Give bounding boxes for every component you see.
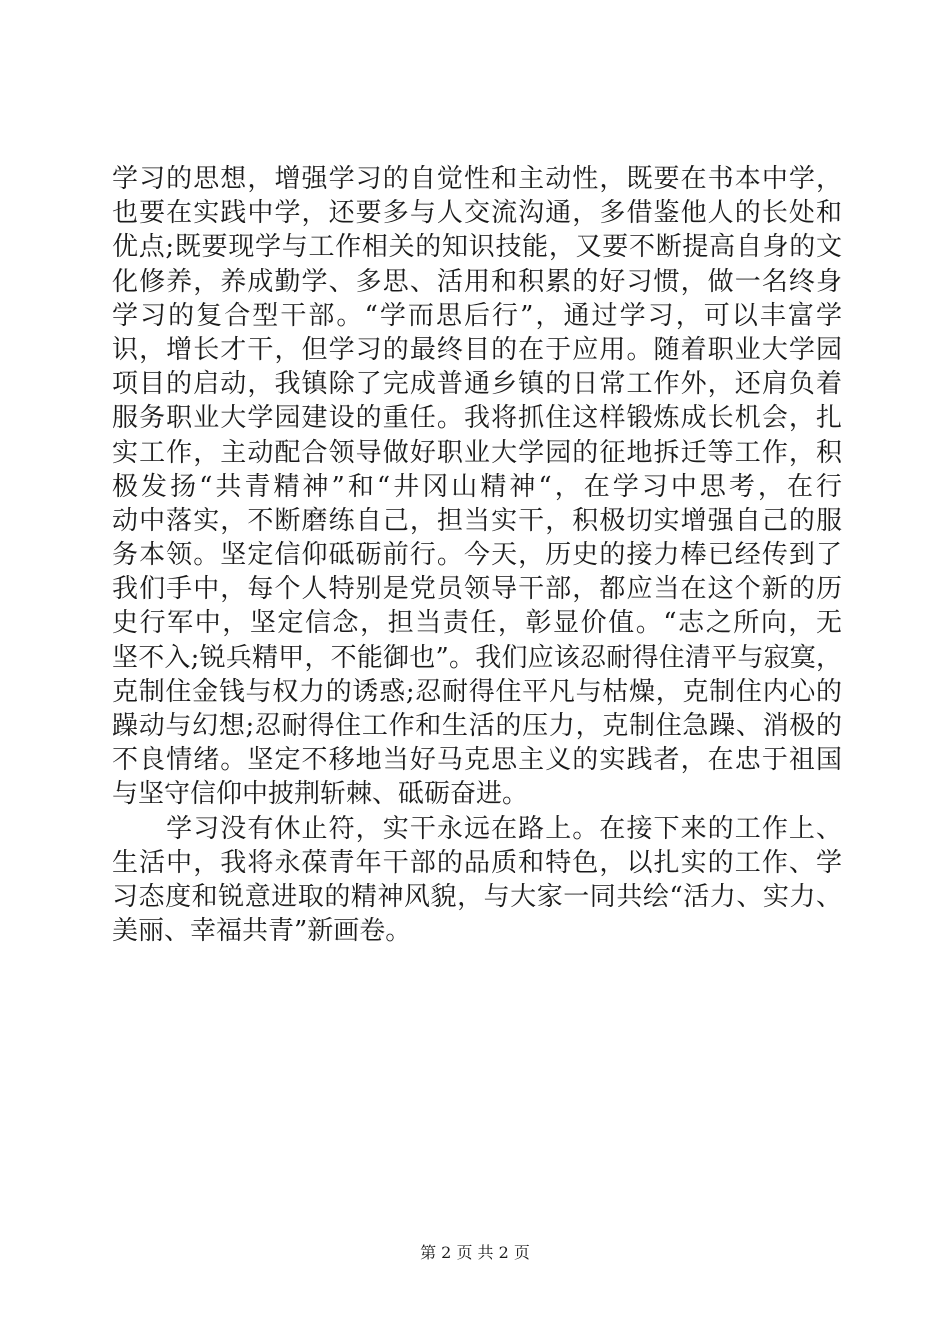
text-line: 我们手中，每个人特别是党员领导干部，都应当在这个新的历: [112, 574, 842, 605]
document-body: [112, 162, 842, 948]
text-line: 习态度和锐意进取的精神风貌，与大家一同共绘“活力、实力、: [112, 881, 842, 912]
text-line: 史行军中，坚定信念，担当责任，彰显价值。“志之所向，无: [112, 608, 842, 639]
text-line: 识，增长才干，但学习的最终目的在于应用。随着职业大学园: [112, 334, 842, 365]
text-line: 美丽、幸福共青”新画卷。: [112, 916, 412, 947]
text-line: 克制住金钱与权力的诱惑;忍耐得住平凡与枯燥，克制住内心的: [112, 676, 842, 707]
text-line: 动中落实，不断磨练自己，担当实干，积极切实增强自己的服: [112, 505, 842, 536]
text-line: 躁动与幻想;忍耐得住工作和生活的压力，克制住急躁、消极的: [112, 711, 842, 741]
text-line: 不良情绪。坚定不移地当好马克思主义的实践者，在忠于祖国: [112, 745, 842, 776]
text-line: 生活中，我将永葆青年干部的品质和特色，以扎实的工作、学: [112, 847, 842, 878]
text-line: 服务职业大学园建设的重任。我将抓住这样锻炼成长机会，扎: [112, 403, 842, 434]
text-line: 学习的思想，增强学习的自觉性和主动性，既要在书本中学，: [112, 164, 842, 194]
paragraph-1: [112, 162, 842, 812]
text-line: 与坚守信仰中披荆斩棘、砥砺奋进。: [112, 779, 529, 810]
text-line: 项目的启动，我镇除了完成普通乡镇的日常工作外，还肩负着: [112, 369, 842, 400]
text-line: 化修养，养成勤学、多思、活用和积累的好习惯，做一名终身: [112, 266, 842, 297]
text-line: 务本领。坚定信仰砥砺前行。今天，历史的接力棒已经传到了: [112, 540, 842, 571]
text-line: 极发扬“共青精神”和“井冈山精神“，在学习中思考，在行: [112, 471, 842, 502]
paragraph-2: [112, 812, 842, 949]
text-line: 也要在实践中学，还要多与人交流沟通，多借鉴他人的长处和: [112, 198, 842, 229]
text-line: 优点;既要现学与工作相关的知识技能，又要不断提高自身的文: [112, 232, 842, 263]
text-line: 坚不入;锐兵精甲，不能御也”。我们应该忍耐得住清平与寂寞，: [112, 642, 842, 673]
text-line: 学习的复合型干部。“学而思后行”，通过学习，可以丰富学: [112, 300, 842, 331]
text-line: 实工作，主动配合领导做好职业大学园的征地拆迁等工作，积: [112, 437, 842, 468]
text-line: 学习没有休止符，实干永远在路上。在接下来的工作上、: [112, 813, 842, 844]
page-number-footer: 第 2 页 共 2 页: [420, 1243, 530, 1262]
